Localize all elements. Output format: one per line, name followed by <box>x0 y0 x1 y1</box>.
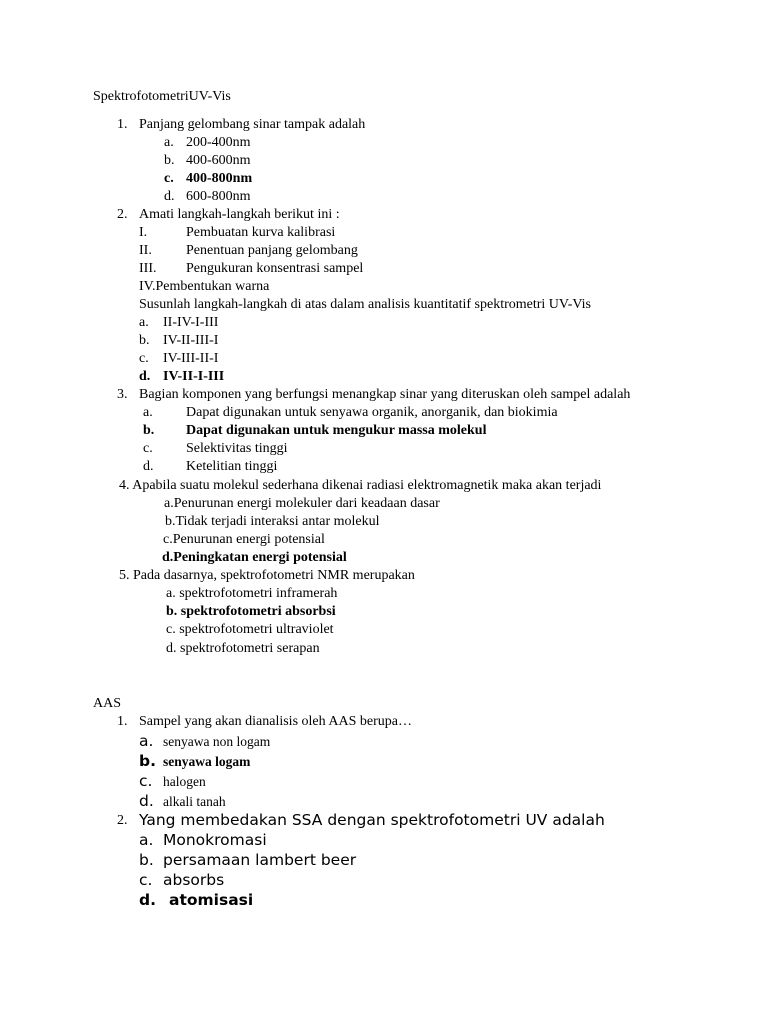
aas-q1-option-c-row <box>139 771 206 792</box>
q1-text: Panjang gelombang sinar tampak adalah <box>139 117 366 132</box>
q2-option-a-letter: a. <box>139 315 149 330</box>
section-title-uv-vis: SpektrofotometriUV-Vis <box>93 89 231 104</box>
q2-step-2-roman: II. <box>139 243 152 258</box>
section-title-aas: AAS <box>93 696 122 711</box>
q1-option-a: 200-400nm <box>186 135 251 150</box>
q2-step-2: Penentuan panjang gelombang <box>186 243 358 258</box>
aas-q2-number: 2. <box>117 813 128 828</box>
q2-option-c-letter: c. <box>139 351 149 366</box>
q2-instruction: Susunlah langkah-langkah di atas dalam analisis kuantitatif spektrometri UV-Vis <box>139 297 591 312</box>
aas-q1-option-c-letter: c. <box>139 772 153 790</box>
q4-text: 4. Apabila suatu molekul sederhana dikenai radiasi elektromagnetik maka akan terjadi <box>119 478 602 493</box>
aas-q2-option-a: Monokromasi <box>163 831 267 849</box>
q1-option-b-letter: b. <box>164 153 175 168</box>
q2-option-b-letter: b. <box>139 333 150 348</box>
aas-q1-option-b-answer: senyawa logam <box>163 754 251 769</box>
aas-q2-option-b-letter: b. <box>139 851 154 869</box>
q3-option-d: Ketelitian tinggi <box>186 459 278 474</box>
aas-q2-option-d-row <box>139 890 253 910</box>
q2-option-b: IV-II-III-I <box>163 333 219 348</box>
q2-step-1: Pembuatan kurva kalibrasi <box>186 225 336 240</box>
q1-option-b: 400-600nm <box>186 153 251 168</box>
aas-q2-option-c-row <box>139 870 224 890</box>
aas-q2-text: Yang membedakan SSA dengan spektrofotometri UV adalah <box>139 811 605 829</box>
q4-option-b: b.Tidak terjadi interaksi antar molekul <box>165 514 380 529</box>
q2-step-3: Pengukuran konsentrasi sampel <box>186 261 364 276</box>
q3-option-a: Dapat digunakan untuk senyawa organik, anorganik, dan biokimia <box>186 405 558 420</box>
q3-option-a-letter: a. <box>143 405 153 420</box>
aas-q1-option-d: alkali tanah <box>163 794 226 809</box>
q2-step-1-roman: I. <box>139 225 148 240</box>
q2-option-d-answer: IV-II-I-III <box>163 369 225 384</box>
q1-option-a-letter: a. <box>164 135 174 150</box>
q1-option-d: 600-800nm <box>186 189 251 204</box>
q2-option-d-letter: d. <box>139 369 151 384</box>
aas-q2-option-c: absorbs <box>163 871 225 889</box>
aas-q1-option-b-row <box>139 751 250 772</box>
q4-option-c: c.Penurunan energi potensial <box>163 532 325 547</box>
q3-option-c-letter: c. <box>143 441 153 456</box>
q2-option-a: II-IV-I-III <box>163 315 219 330</box>
q2-text: Amati langkah-langkah berikut ini : <box>139 207 340 222</box>
q3-option-b-letter: b. <box>143 423 155 438</box>
q4-option-a: a.Penurunan energi molekuler dari keadaan dasar <box>164 496 440 511</box>
aas-q1-option-a: senyawa non logam <box>163 734 271 749</box>
aas-q1-option-d-row <box>139 791 226 812</box>
aas-q2-option-b-row <box>139 850 356 870</box>
q1-option-c-letter: c. <box>164 171 174 186</box>
q3-option-c: Selektivitas tinggi <box>186 441 288 456</box>
aas-q1-option-a-letter: a. <box>139 732 154 750</box>
aas-q2-option-c-letter: c. <box>139 871 153 889</box>
q3-option-d-letter: d. <box>143 459 154 474</box>
aas-q1-option-d-letter: d. <box>139 792 154 810</box>
q5-option-a: a. spektrofotometri inframerah <box>166 586 338 601</box>
aas-q2-option-d-answer: atomisasi <box>169 891 254 909</box>
q4-option-d-answer: d.Peningkatan energi potensial <box>162 550 347 565</box>
q5-option-b-answer: b. spektrofotometri absorbsi <box>166 604 336 619</box>
q1-option-c-answer: 400-800nm <box>186 171 253 186</box>
aas-q1-option-c: halogen <box>163 774 206 789</box>
q3-text: Bagian komponen yang berfungsi menangkap sinar yang diteruskan oleh sampel adalah <box>139 387 631 402</box>
aas-q1-number: 1. <box>117 714 128 729</box>
aas-q1-option-b-letter: b. <box>139 752 156 770</box>
aas-q2-option-a-letter: a. <box>139 831 154 849</box>
q2-step-4: IV.Pembentukan warna <box>139 279 270 294</box>
aas-q2-option-b: persamaan lambert beer <box>163 851 357 869</box>
aas-q1-text: Sampel yang akan dianalisis oleh AAS berupa… <box>139 714 412 729</box>
q2-option-c: IV-III-II-I <box>163 351 219 366</box>
aas-q2-option-d-letter: d. <box>139 891 156 909</box>
q1-option-d-letter: d. <box>164 189 175 204</box>
q5-option-c: c. spektrofotometri ultraviolet <box>166 622 334 637</box>
q5-text: 5. Pada dasarnya, spektrofotometri NMR merupakan <box>119 568 415 583</box>
q3-option-b-answer: Dapat digunakan untuk mengukur massa molekul <box>186 423 487 438</box>
q3-number: 3. <box>117 387 128 402</box>
q5-option-d: d. spektrofotometri serapan <box>166 641 320 656</box>
aas-q1-option-a-row <box>139 731 270 752</box>
q2-step-3-roman: III. <box>139 261 157 276</box>
q1-number: 1. <box>117 117 128 132</box>
q2-number: 2. <box>117 207 128 222</box>
aas-q2-option-a-row <box>139 830 267 850</box>
